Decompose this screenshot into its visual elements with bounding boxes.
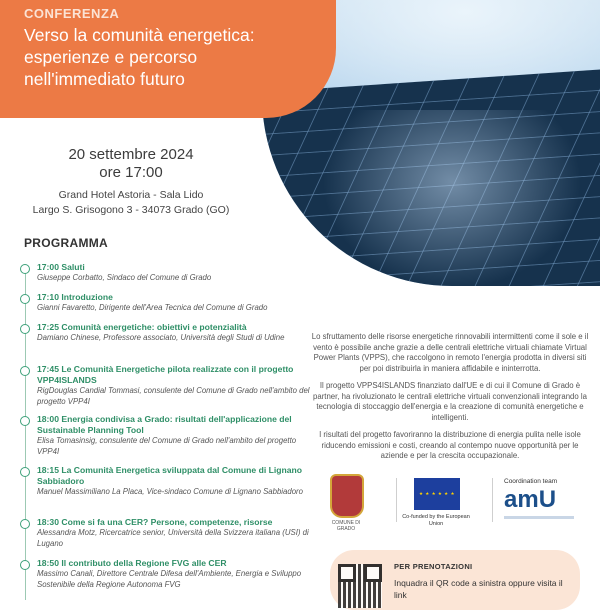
agenda-speaker: RigDouglas Candial Tommasi, consulente del Comune di Grado nell'ambito del progetto VPP4I (37, 386, 310, 406)
panel-reflection (322, 110, 582, 286)
title-line: esperienze e percorso (24, 47, 198, 67)
info-paragraph: Lo sfruttamento delle risorse energetiche rinnovabili intermittenti come il sole e il vento è possibile anche grazie a delle centrali elettriche virtuali chiamate Virtual Power Plants (VPPS), che raccolgono in remoto l'energia prodotta in diversi siti per poi distribuirla in maniera affidabile e ininterrotta. (311, 332, 589, 373)
agenda-speaker: Manuel Massimiliano La Placa, Vice-sindaco Comune di Lignano Sabbiadoro (37, 487, 303, 496)
agenda-speaker: Damiano Chinese, Professore associato, Università degli Studi di Udine (37, 333, 285, 342)
agenda-speaker: Giuseppe Corbatto, Sindaco del Comune di Grado (37, 273, 212, 282)
coordination-label: Coordination team (504, 478, 558, 485)
agenda-title: 18:30 Come si fa una CER? Persone, competenze, risorse (37, 517, 273, 527)
agenda-item (20, 414, 310, 457)
agenda-item (20, 262, 310, 284)
booking-card (330, 550, 580, 610)
project-description (308, 332, 592, 469)
agenda-title: 18:15 La Comunità Energetica sviluppata dal Comune di Lignano Sabbiadoro (37, 465, 303, 486)
event-time: ore 17:00 (99, 164, 163, 181)
timeline-dot-icon (20, 294, 30, 304)
timeline-dot-icon (20, 467, 30, 477)
partner-logos (300, 474, 600, 544)
agenda-title: 17:10 Introduzione (37, 292, 113, 302)
agenda-item (20, 465, 310, 498)
event-date: 20 settembre 2024 (68, 146, 194, 163)
eu-stars-icon: ★ ★ ★ ★ ★ ★ (419, 491, 455, 496)
agenda-title: 17:25 Comunità energetiche: obiettivi e potenzialità (37, 322, 247, 332)
crest-caption: COMUNE DI GRADO (331, 520, 361, 532)
qr-finder-icon (338, 564, 356, 582)
timeline-dot-icon (20, 416, 30, 426)
logo-divider (492, 478, 493, 522)
agenda-item (20, 517, 310, 549)
title-line: Verso la comunità energetica: (24, 25, 255, 45)
title-banner (0, 0, 336, 118)
agenda-title: 17:45 Le Comunità Energetiche pilota realizzate con il progetto VPP4ISLANDS (37, 364, 294, 385)
title-line: nell'immediato futuro (24, 69, 185, 89)
eu-flag-icon (414, 478, 460, 510)
agenda-title: 18:00 Energia condivisa a Grado: risultati dell'applicazione del Sustainable Planning Tool (37, 414, 292, 435)
agenda-speaker: Alessandra Motz, Ricercatrice senior, Università della Svizzera italiana (USI) di Lugano (37, 528, 309, 548)
info-paragraph: Il progetto VPPS4ISLANDS finanziato dall'UE e di cui il Comune di Grado è partner, ha rivoluzionato le centrali elettriche virtuali convenzionali integrando la tecnologia di stoccaggio dell'energia e la creazione di comunità energetiche e intelligenti. (313, 381, 587, 422)
agenda-speaker: Massimo Canali, Direttore Centrale Difesa dell'Ambiente, Energia e Sviluppo Sostenibile della Regione Autonoma FVG (37, 569, 302, 589)
conference-label: CONFERENZA (24, 6, 120, 21)
booking-title: PER PRENOTAZIONI (394, 562, 473, 571)
amu-underline (504, 516, 574, 519)
venue-name: Grand Hotel Astoria - Sala Lido (58, 189, 204, 201)
timeline-dot-icon (20, 560, 30, 570)
agenda-item (20, 364, 310, 407)
amu-logo: amU (504, 486, 557, 513)
eu-caption: Co-funded by the European Union (402, 514, 470, 527)
qr-finder-icon (364, 564, 382, 582)
agenda-speaker: Elisa Tomasinsig, consulente del Comune di Grado nell'ambito del progetto VPP4I (37, 436, 297, 456)
agenda-item (20, 322, 310, 344)
conference-title (24, 24, 324, 90)
agenda-item (20, 558, 310, 590)
agenda-title: 17:00 Saluti (37, 262, 85, 272)
programma-heading: PROGRAMMA (24, 236, 109, 250)
timeline-dot-icon (20, 366, 30, 376)
info-paragraph: I risultati del progetto favoriranno la distribuzione di energia pulita nelle isole riducendo emissioni e costi, creando al contempo nuove opportunità per le aziende e per la crescita occupazionale. (319, 430, 581, 460)
venue-address: Largo S. Grisogono 3 - 34073 Grado (GO) (32, 204, 230, 216)
booking-text: Inquadra il QR code a sinistra oppure visita il link (394, 578, 563, 600)
qr-code-icon[interactable] (338, 564, 382, 608)
timeline-dot-icon (20, 519, 30, 529)
agenda-item (20, 292, 310, 314)
agenda-speaker: Gianni Favaretto, Dirigente dell'Area Tecnica del Comune di Grado (37, 303, 268, 312)
agenda-title: 18:50 Il contributo della Regione FVG alle CER (37, 558, 227, 568)
grado-crest-icon (330, 474, 364, 518)
timeline-dot-icon (20, 264, 30, 274)
timeline-dot-icon (20, 324, 30, 334)
